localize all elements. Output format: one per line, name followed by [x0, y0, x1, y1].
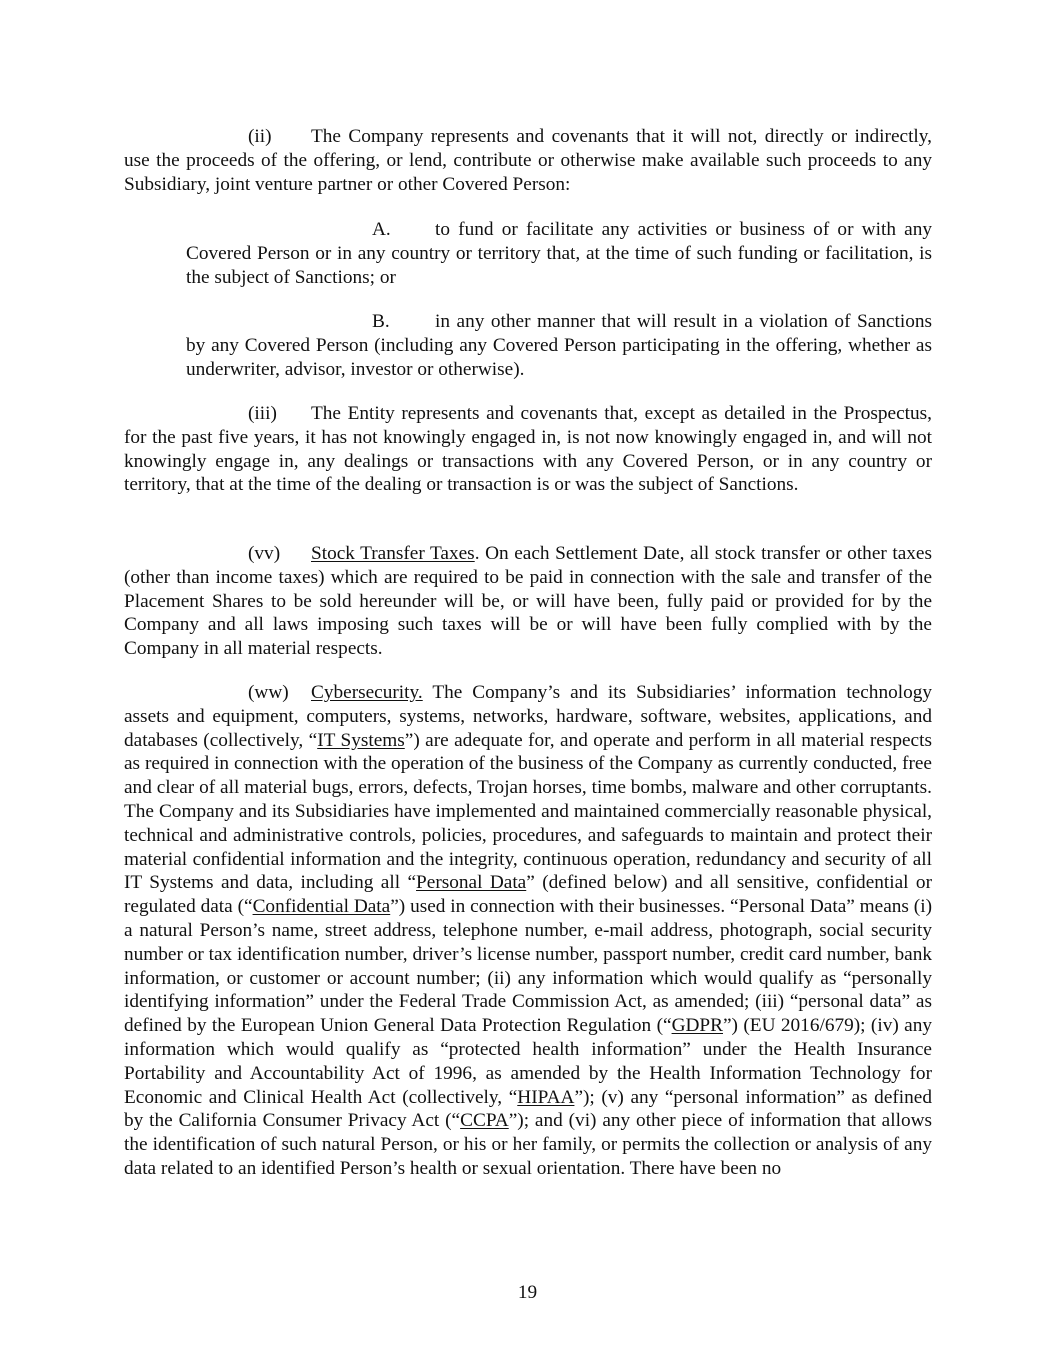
paragraph-ww-text-4: ”) used in connection with their businesses. “Personal Data” means (i) a natural Person’s name, street address, telephone number, e-mail address, photograph, social security number or tax identification number, driver’s license number, passport number, credit card number, bank information, or customer or account number; (ii) any information which would qualify as “personally identifying information” under the Federal Trade Commission Act, as amended; (iii) “personal data” as defined by the European Union General Data Protection Regulation (“ — [124, 896, 933, 1037]
paragraph-ww-text-7: ”); and (vi) any other piece of information that allows the identification of such natural Person, or his or her family, or permits the collection or analysis of any data related to an identified Person’s health or sexual orientation. There have been no — [124, 1110, 933, 1179]
cybersecurity-heading: Cybersecurity. — [311, 682, 423, 703]
paragraph-a-text: to fund or facilitate any activities or business of or with any Covered Person or in any country or territory that, at the time of such funding or facilitation, is the subject of Sanctions; or — [186, 219, 932, 288]
term-it-systems: IT Systems — [317, 729, 405, 751]
paragraph-iii-label: (iii) — [248, 403, 277, 424]
term-gdpr: GDPR — [671, 1015, 723, 1037]
paragraph-ii-text: The Company represents and covenants that it will not, directly or indirectly, use the proceeds of the offering, or lend, contribute or otherwise make available such proceeds to any Subsidiary, joint venture partner or other Covered Person: — [124, 126, 932, 195]
paragraph-vv — [124, 542, 932, 661]
paragraph-ii — [124, 125, 932, 196]
paragraph-vv-label: (vv) — [248, 543, 281, 564]
paragraph-a-label: A. — [372, 219, 391, 240]
paragraph-b — [186, 310, 932, 381]
paragraph-a — [186, 218, 932, 289]
paragraph-ww-text-3: ” (defined below) and all sensitive, confidential or regulated data (“ — [124, 872, 932, 918]
paragraph-ww-text-2: ”) are adequate for, and operate and perform in all material respects as required in connection with the operation of the business of the Company as currently conducted, free and clear of all material bugs, errors, defects, Trojan horses, time bombs, malware and other corruptants. The Company and its Subsidiaries have implemented and maintained commercially reasonable physical, technical and administrative controls, policies, procedures, and safeguards to maintain and protect their material confidential information and the integrity, continuous operation, redundancy and security of all IT Systems and data, including all “ — [124, 729, 932, 894]
paragraph-b-text: in any other manner that will result in a violation of Sanctions by any Covered Person (including any Covered Person participating in the offering, whether as underwriter, advisor, investor or otherwise). — [186, 311, 932, 380]
paragraph-iii-text: The Entity represents and covenants that, except as detailed in the Prospectus, for the past five years, it has not knowingly engaged in, is not now knowingly engaged in, and will not knowingly engage in, any dealings or transactions with any Covered Person, or in any country or territory, that at the time of the dealing or transaction is or was the subject of Sanctions. — [124, 403, 932, 496]
stock-transfer-taxes-heading: Stock Transfer Taxes — [311, 543, 475, 564]
paragraph-ii-label: (ii) — [248, 126, 272, 147]
term-hipaa: HIPAA — [517, 1086, 575, 1108]
paragraph-ww-text-5: ”) (EU 2016/679); (iv) any information which would qualify as “protected health information” under the Health Insurance Portability and Accountability Act of 1996, as amended by the Health Information Technology for Economic and Clinical Health Act (collectively, “ — [124, 1015, 932, 1108]
page-number: 19 — [517, 1282, 538, 1303]
term-confidential-data: Confidential Data — [252, 896, 391, 918]
paragraph-ww-label: (ww) — [248, 682, 289, 703]
paragraph-ww — [124, 681, 932, 1181]
paragraph-ww-text-6: ”); (v) any “personal information” as defined by the California Consumer Privacy Act (“ — [124, 1086, 932, 1132]
paragraph-vv-text: . On each Settlement Date, all stock transfer or other taxes (other than income taxes) which are required to be paid in connection with the sale and transfer of the Placement Shares to be sold hereunder will be, or will have been, fully paid or provided for by the Company and all laws imposing such taxes will be or will have been fully complied with by the Company in all material respects. — [124, 543, 932, 660]
paragraph-b-label: B. — [372, 311, 390, 332]
paragraph-iii — [124, 402, 932, 497]
term-personal-data: Personal Data — [416, 872, 527, 894]
paragraph-ww-text-1: The Company’s and its Subsidiaries’ information technology assets and equipment, computers, systems, networks, hardware, software, websites, applications, and databases (collectively, “ — [124, 682, 932, 751]
term-ccpa: CCPA — [460, 1110, 509, 1132]
